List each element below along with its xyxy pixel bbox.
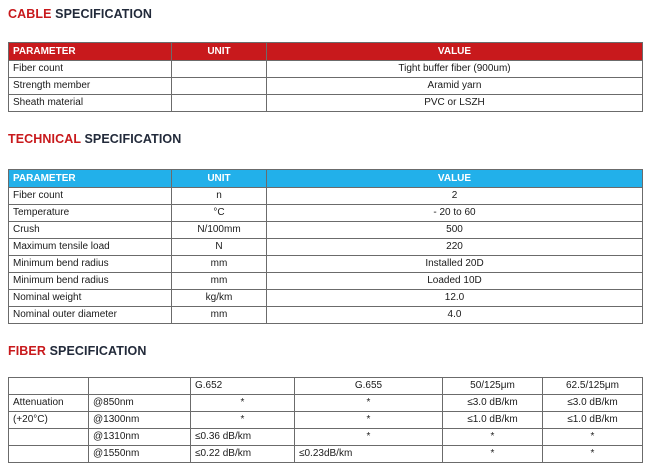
wavelength-cell: @1550nm <box>89 446 191 463</box>
table-row <box>9 429 643 446</box>
table-row <box>9 61 643 78</box>
empty-cell <box>9 429 89 446</box>
value-cell: PVC or LSZH <box>267 95 643 112</box>
unit-cell: mm <box>172 273 267 290</box>
fiber-spec-header-row <box>9 378 643 395</box>
value-cell: Aramid yarn <box>267 78 643 95</box>
g652-cell: * <box>191 395 295 412</box>
fiber-spec-table <box>8 377 643 463</box>
header-unit: UNIT <box>172 43 267 61</box>
header-g655: G.655 <box>295 378 443 395</box>
parameter-cell: Crush <box>9 222 172 239</box>
g655-cell: ≤0.23dB/km <box>295 446 443 463</box>
parameter-cell: Minimum bend radius <box>9 256 172 273</box>
value-cell: 500 <box>267 222 643 239</box>
table-row <box>9 239 643 256</box>
g655-cell: * <box>295 429 443 446</box>
unit-cell <box>172 95 267 112</box>
value-cell: 4.0 <box>267 307 643 324</box>
table-row <box>9 273 643 290</box>
g652-cell: ≤0.36 dB/km <box>191 429 295 446</box>
table-row <box>9 205 643 222</box>
mm50-cell: ≤1.0 dB/km <box>443 412 543 429</box>
technical-spec-header-row <box>9 170 643 188</box>
header-g652: G.652 <box>191 378 295 395</box>
parameter-cell: Nominal weight <box>9 290 172 307</box>
parameter-cell: Strength member <box>9 78 172 95</box>
g652-cell: * <box>191 412 295 429</box>
mm62-cell: * <box>543 446 643 463</box>
table-row <box>9 290 643 307</box>
table-row <box>9 395 643 412</box>
unit-cell: N/100mm <box>172 222 267 239</box>
fiber-spec-title-highlight: FIBER <box>8 344 46 358</box>
empty-cell <box>89 378 191 395</box>
unit-cell: N <box>172 239 267 256</box>
mm50-cell: * <box>443 446 543 463</box>
unit-cell: mm <box>172 256 267 273</box>
header-62-5-125: 62.5/125μm <box>543 378 643 395</box>
value-cell: Tight buffer fiber (900um) <box>267 61 643 78</box>
technical-spec-title <box>8 132 181 146</box>
mm62-cell: ≤1.0 dB/km <box>543 412 643 429</box>
header-unit: UNIT <box>172 170 267 188</box>
unit-cell <box>172 61 267 78</box>
header-value: VALUE <box>267 43 643 61</box>
table-row <box>9 307 643 324</box>
parameter-cell: Temperature <box>9 205 172 222</box>
empty-cell <box>9 378 89 395</box>
unit-cell: kg/km <box>172 290 267 307</box>
empty-cell <box>9 446 89 463</box>
table-row <box>9 412 643 429</box>
unit-cell: n <box>172 188 267 205</box>
technical-spec-title-highlight: TECHNICAL <box>8 132 81 146</box>
mm62-cell: ≤3.0 dB/km <box>543 395 643 412</box>
g655-cell: * <box>295 395 443 412</box>
mm50-cell: * <box>443 429 543 446</box>
header-value: VALUE <box>267 170 643 188</box>
parameter-cell: Sheath material <box>9 95 172 112</box>
table-row <box>9 95 643 112</box>
attenuation-label: Attenuation <box>9 395 89 412</box>
table-row <box>9 78 643 95</box>
value-cell: Installed 20D <box>267 256 643 273</box>
parameter-cell: Fiber count <box>9 61 172 78</box>
wavelength-cell: @850nm <box>89 395 191 412</box>
fiber-spec-title <box>8 344 146 358</box>
technical-spec-table <box>8 169 643 324</box>
value-cell: - 20 to 60 <box>267 205 643 222</box>
value-cell: 220 <box>267 239 643 256</box>
unit-cell: °C <box>172 205 267 222</box>
unit-cell <box>172 78 267 95</box>
g652-cell: ≤0.22 dB/km <box>191 446 295 463</box>
mm50-cell: ≤3.0 dB/km <box>443 395 543 412</box>
cable-spec-header-row <box>9 43 643 61</box>
header-parameter: PARAMETER <box>9 43 172 61</box>
wavelength-cell: @1310nm <box>89 429 191 446</box>
value-cell: 12.0 <box>267 290 643 307</box>
cable-spec-table <box>8 42 643 112</box>
table-row <box>9 188 643 205</box>
wavelength-cell: @1300nm <box>89 412 191 429</box>
cable-spec-title-rest: SPECIFICATION <box>51 7 153 21</box>
table-row <box>9 446 643 463</box>
table-row <box>9 222 643 239</box>
parameter-cell: Minimum bend radius <box>9 273 172 290</box>
parameter-cell: Nominal outer diameter <box>9 307 172 324</box>
header-parameter: PARAMETER <box>9 170 172 188</box>
unit-cell: mm <box>172 307 267 324</box>
cable-spec-title <box>8 7 152 21</box>
mm62-cell: * <box>543 429 643 446</box>
parameter-cell: Maximum tensile load <box>9 239 172 256</box>
g655-cell: * <box>295 412 443 429</box>
temperature-label: (+20°C) <box>9 412 89 429</box>
header-50-125: 50/125μm <box>443 378 543 395</box>
table-row <box>9 256 643 273</box>
parameter-cell: Fiber count <box>9 188 172 205</box>
fiber-spec-title-rest: SPECIFICATION <box>46 344 147 358</box>
value-cell: Loaded 10D <box>267 273 643 290</box>
value-cell: 2 <box>267 188 643 205</box>
cable-spec-title-highlight: CABLE <box>8 7 52 21</box>
technical-spec-title-rest: SPECIFICATION <box>80 132 182 146</box>
